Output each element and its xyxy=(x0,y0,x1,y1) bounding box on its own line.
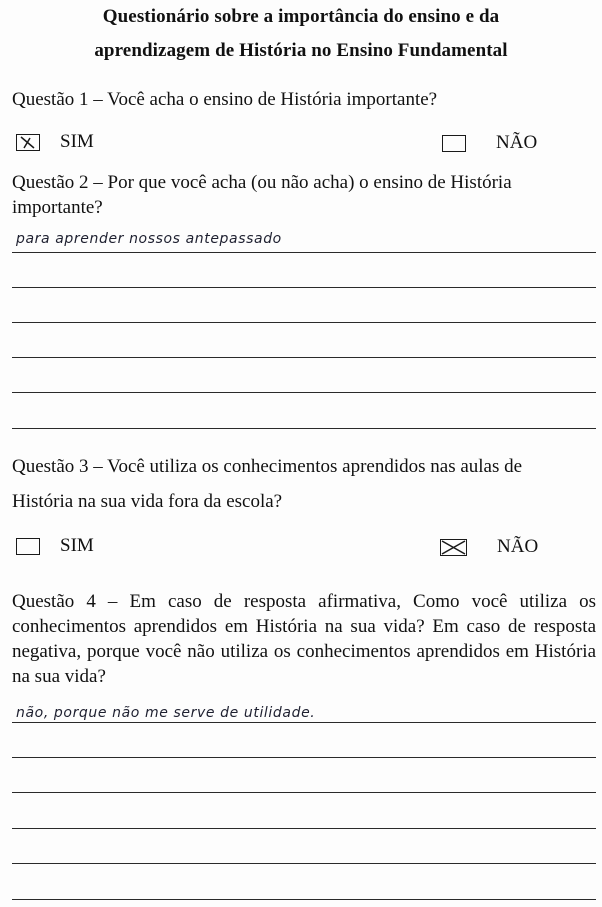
question-2-answer: para aprender nossos antepassado xyxy=(16,231,282,247)
question-2-line-1: Questão 2 – Por que você acha (ou não acha) o ensino de História xyxy=(12,172,512,193)
answer-line xyxy=(12,392,596,393)
answer-line xyxy=(12,899,596,900)
q3-option-nao-label: NÃO xyxy=(497,536,539,557)
q3-option-nao[interactable] xyxy=(440,535,538,559)
checkbox-empty-icon[interactable] xyxy=(16,538,40,555)
answer-line xyxy=(12,428,596,429)
answer-line xyxy=(12,252,596,253)
question-2-line-2: importante? xyxy=(12,197,103,218)
answer-line xyxy=(12,792,596,793)
answer-line xyxy=(12,287,596,288)
title-line-1: Questionário sobre a importância do ensino e da xyxy=(102,6,500,27)
question-4-text: Questão 4 – Em caso de resposta afirmativa, Como você utiliza os conhecimentos aprendidos em História na sua vida? Em caso de resposta negativa, porque você não utiliza os conhecimentos aprendidos em História na sua vida? xyxy=(12,591,596,687)
answer-line xyxy=(12,757,596,758)
answer-line xyxy=(12,863,596,864)
q1-option-sim[interactable] xyxy=(16,130,94,154)
q1-option-sim-label: SIM xyxy=(60,131,94,152)
question-3-line-1: Questão 3 – Você utiliza os conhecimentos aprendidos nas aulas de xyxy=(12,456,523,477)
answer-line xyxy=(12,722,596,723)
q3-option-sim[interactable] xyxy=(16,534,94,558)
answer-line xyxy=(12,828,596,829)
q1-option-nao[interactable] xyxy=(442,131,537,155)
q1-option-nao-label: NÃO xyxy=(496,132,538,153)
checkbox-checked-icon[interactable] xyxy=(16,134,40,151)
answer-line xyxy=(12,322,596,323)
checkbox-checked-icon[interactable] xyxy=(440,539,467,556)
q3-option-sim-label: SIM xyxy=(60,535,94,556)
answer-line xyxy=(12,357,596,358)
checkbox-empty-icon[interactable] xyxy=(442,135,466,152)
question-4-answer: não, porque não me serve de utilidade. xyxy=(16,705,316,721)
question-1-text: Questão 1 – Você acha o ensino de História importante? xyxy=(12,89,438,110)
title-line-2: aprendizagem de História no Ensino Fundamental xyxy=(94,40,508,61)
question-3-line-2: História na sua vida fora da escola? xyxy=(12,491,283,512)
